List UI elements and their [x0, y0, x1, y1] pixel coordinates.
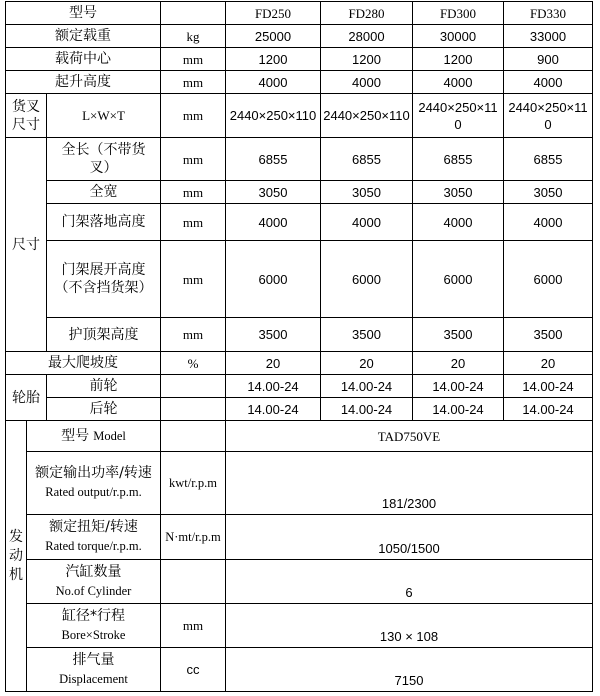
header-model-fd330: FD330	[503, 1, 593, 25]
rated-load-value: 28000	[320, 24, 413, 48]
engine-label-en: Bore×Stroke	[61, 627, 126, 642]
dimension-value: 3050	[412, 180, 504, 204]
engine-label-cn: 额定输出功率/转速	[35, 465, 152, 481]
dimension-value: 4000	[503, 203, 593, 241]
engine-label-en: Model	[93, 429, 126, 443]
header-model-fd300: FD300	[412, 1, 504, 25]
engine-label-cn: 缸径*行程	[62, 607, 125, 624]
fork-size-group-label	[5, 93, 47, 138]
engine-label-en: No.of Cylinder	[55, 583, 132, 598]
dimension-value: 3500	[503, 317, 593, 352]
engine-displacement-label	[26, 647, 161, 692]
engine-label-cn: 型号	[61, 428, 90, 444]
tire-value: 14.00-24	[503, 374, 593, 398]
load-center-value: 1200	[320, 47, 413, 71]
engine-bore-stroke-label	[26, 603, 161, 648]
dimension-value: 6000	[503, 240, 593, 318]
lift-height-label: 起升高度	[5, 70, 161, 94]
engine-rated-output-label	[26, 451, 161, 515]
tire-value: 14.00-24	[412, 397, 504, 421]
dimension-value: 4000	[320, 203, 413, 241]
max-gradeability-unit: %	[160, 351, 226, 375]
fork-size-value-text: 2440×250×110	[323, 108, 410, 123]
dimension-value: 3050	[225, 180, 321, 204]
engine-label-cn: 汽缸数量	[65, 563, 122, 580]
engine-label-cn: 排气量	[72, 651, 115, 668]
engine-displacement-value: 7150	[225, 647, 593, 692]
rated-load-value: 25000	[225, 24, 321, 48]
dimension-value: 3050	[320, 180, 413, 204]
dimension-value: 3500	[320, 317, 413, 352]
load-center-value: 1200	[225, 47, 321, 71]
dimension-value: 6000	[225, 240, 321, 318]
engine-unit: cc	[160, 647, 226, 692]
dimension-unit: mm	[160, 240, 226, 318]
tire-unit	[160, 374, 226, 398]
engine-unit	[160, 420, 226, 452]
dimension-value: 6855	[320, 137, 413, 181]
fork-size-value-text: 2440×250×110	[508, 99, 588, 132]
dimension-unit: mm	[160, 317, 226, 352]
dimension-label-text: 全长（不带货叉）	[61, 142, 146, 176]
engine-cylinders-value: 6	[225, 559, 593, 604]
dimension-value: 3500	[412, 317, 504, 352]
dimension-label: 门架落地高度	[46, 203, 161, 241]
dimension-value: 3500	[225, 317, 321, 352]
header-model-fd250: FD250	[225, 1, 321, 25]
tire-value: 14.00-24	[412, 374, 504, 398]
dimensions-group-label: 尺寸	[5, 137, 47, 352]
fork-size-value	[503, 93, 593, 138]
fork-size-value-text: 2440×250×110	[229, 108, 317, 123]
dimension-value: 4000	[225, 203, 321, 241]
engine-unit: kwt/r.p.m	[160, 451, 226, 515]
engine-rated-output-value: 181/2300	[225, 451, 593, 515]
dimension-label	[46, 240, 161, 318]
engine-unit	[160, 514, 226, 560]
header-unit-label	[160, 1, 226, 25]
tires-group-label: 轮胎	[5, 374, 47, 421]
engine-label-en: Rated torque/r.p.m.	[45, 539, 142, 553]
max-gradeability-label: 最大爬坡度	[5, 351, 161, 375]
header-model-fd280: FD280	[320, 1, 413, 25]
engine-model-value: TAD750VE	[225, 420, 593, 452]
lift-height-value: 4000	[412, 70, 504, 94]
tire-value: 14.00-24	[320, 397, 413, 421]
load-center-label: 载荷中心	[5, 47, 161, 71]
engine-label-en: Rated output/r.p.m.	[45, 485, 142, 499]
max-gradeability-value: 20	[225, 351, 321, 375]
dimension-value: 6000	[412, 240, 504, 318]
rated-load-unit: kg	[160, 24, 226, 48]
engine-unit-text: N·mt/r.p.m	[165, 530, 221, 544]
load-center-value: 900	[503, 47, 593, 71]
dimension-label	[46, 137, 161, 181]
engine-group-text: 发动机	[9, 528, 23, 583]
dimension-value: 4000	[412, 203, 504, 241]
engine-unit	[160, 559, 226, 604]
tire-unit	[160, 397, 226, 421]
fork-size-value-text: 2440×250×110	[418, 99, 498, 132]
header-model-label: 型号	[5, 1, 161, 25]
max-gradeability-value: 20	[503, 351, 593, 375]
dimension-value: 6855	[225, 137, 321, 181]
rated-load-value: 33000	[503, 24, 593, 48]
tire-value: 14.00-24	[320, 374, 413, 398]
engine-cylinders-label	[26, 559, 161, 604]
dimension-value: 6855	[503, 137, 593, 181]
fork-size-label: L×W×T	[46, 93, 161, 138]
engine-group-label	[5, 420, 27, 692]
dimension-value: 3050	[503, 180, 593, 204]
load-center-value: 1200	[412, 47, 504, 71]
engine-model-label	[26, 420, 161, 452]
engine-bore-stroke-value: 130 × 108	[225, 603, 593, 648]
engine-rated-torque-label	[26, 514, 161, 560]
engine-unit: mm	[160, 603, 226, 648]
fork-size-unit: mm	[160, 93, 226, 138]
dimension-value: 6855	[412, 137, 504, 181]
lift-height-value: 4000	[225, 70, 321, 94]
dimension-label-text: 门架展开高度（不含挡货架）	[54, 262, 153, 296]
load-center-unit: mm	[160, 47, 226, 71]
max-gradeability-value: 20	[412, 351, 504, 375]
fork-size-group-text: 货叉尺寸	[12, 98, 40, 133]
fork-size-value	[225, 93, 321, 138]
engine-label-en: Displacement	[59, 671, 128, 686]
lift-height-unit: mm	[160, 70, 226, 94]
max-gradeability-value: 20	[320, 351, 413, 375]
tire-label-front: 前轮	[46, 374, 161, 398]
dimension-label: 护顶架高度	[46, 317, 161, 352]
dimension-unit: mm	[160, 180, 226, 204]
rated-load-value: 30000	[412, 24, 504, 48]
tire-value: 14.00-24	[503, 397, 593, 421]
tire-value: 14.00-24	[225, 397, 321, 421]
tire-label-rear: 后轮	[46, 397, 161, 421]
lift-height-value: 4000	[320, 70, 413, 94]
engine-label-cn: 额定扭矩/转速	[49, 519, 138, 535]
tire-value: 14.00-24	[225, 374, 321, 398]
lift-height-value: 4000	[503, 70, 593, 94]
fork-size-value	[320, 93, 413, 138]
fork-size-value	[412, 93, 504, 138]
dimension-label: 全宽	[46, 180, 161, 204]
dimension-unit: mm	[160, 203, 226, 241]
dimension-value: 6000	[320, 240, 413, 318]
engine-rated-torque-value: 1050/1500	[225, 514, 593, 560]
dimension-unit: mm	[160, 137, 226, 181]
rated-load-label: 额定载重	[5, 24, 161, 48]
